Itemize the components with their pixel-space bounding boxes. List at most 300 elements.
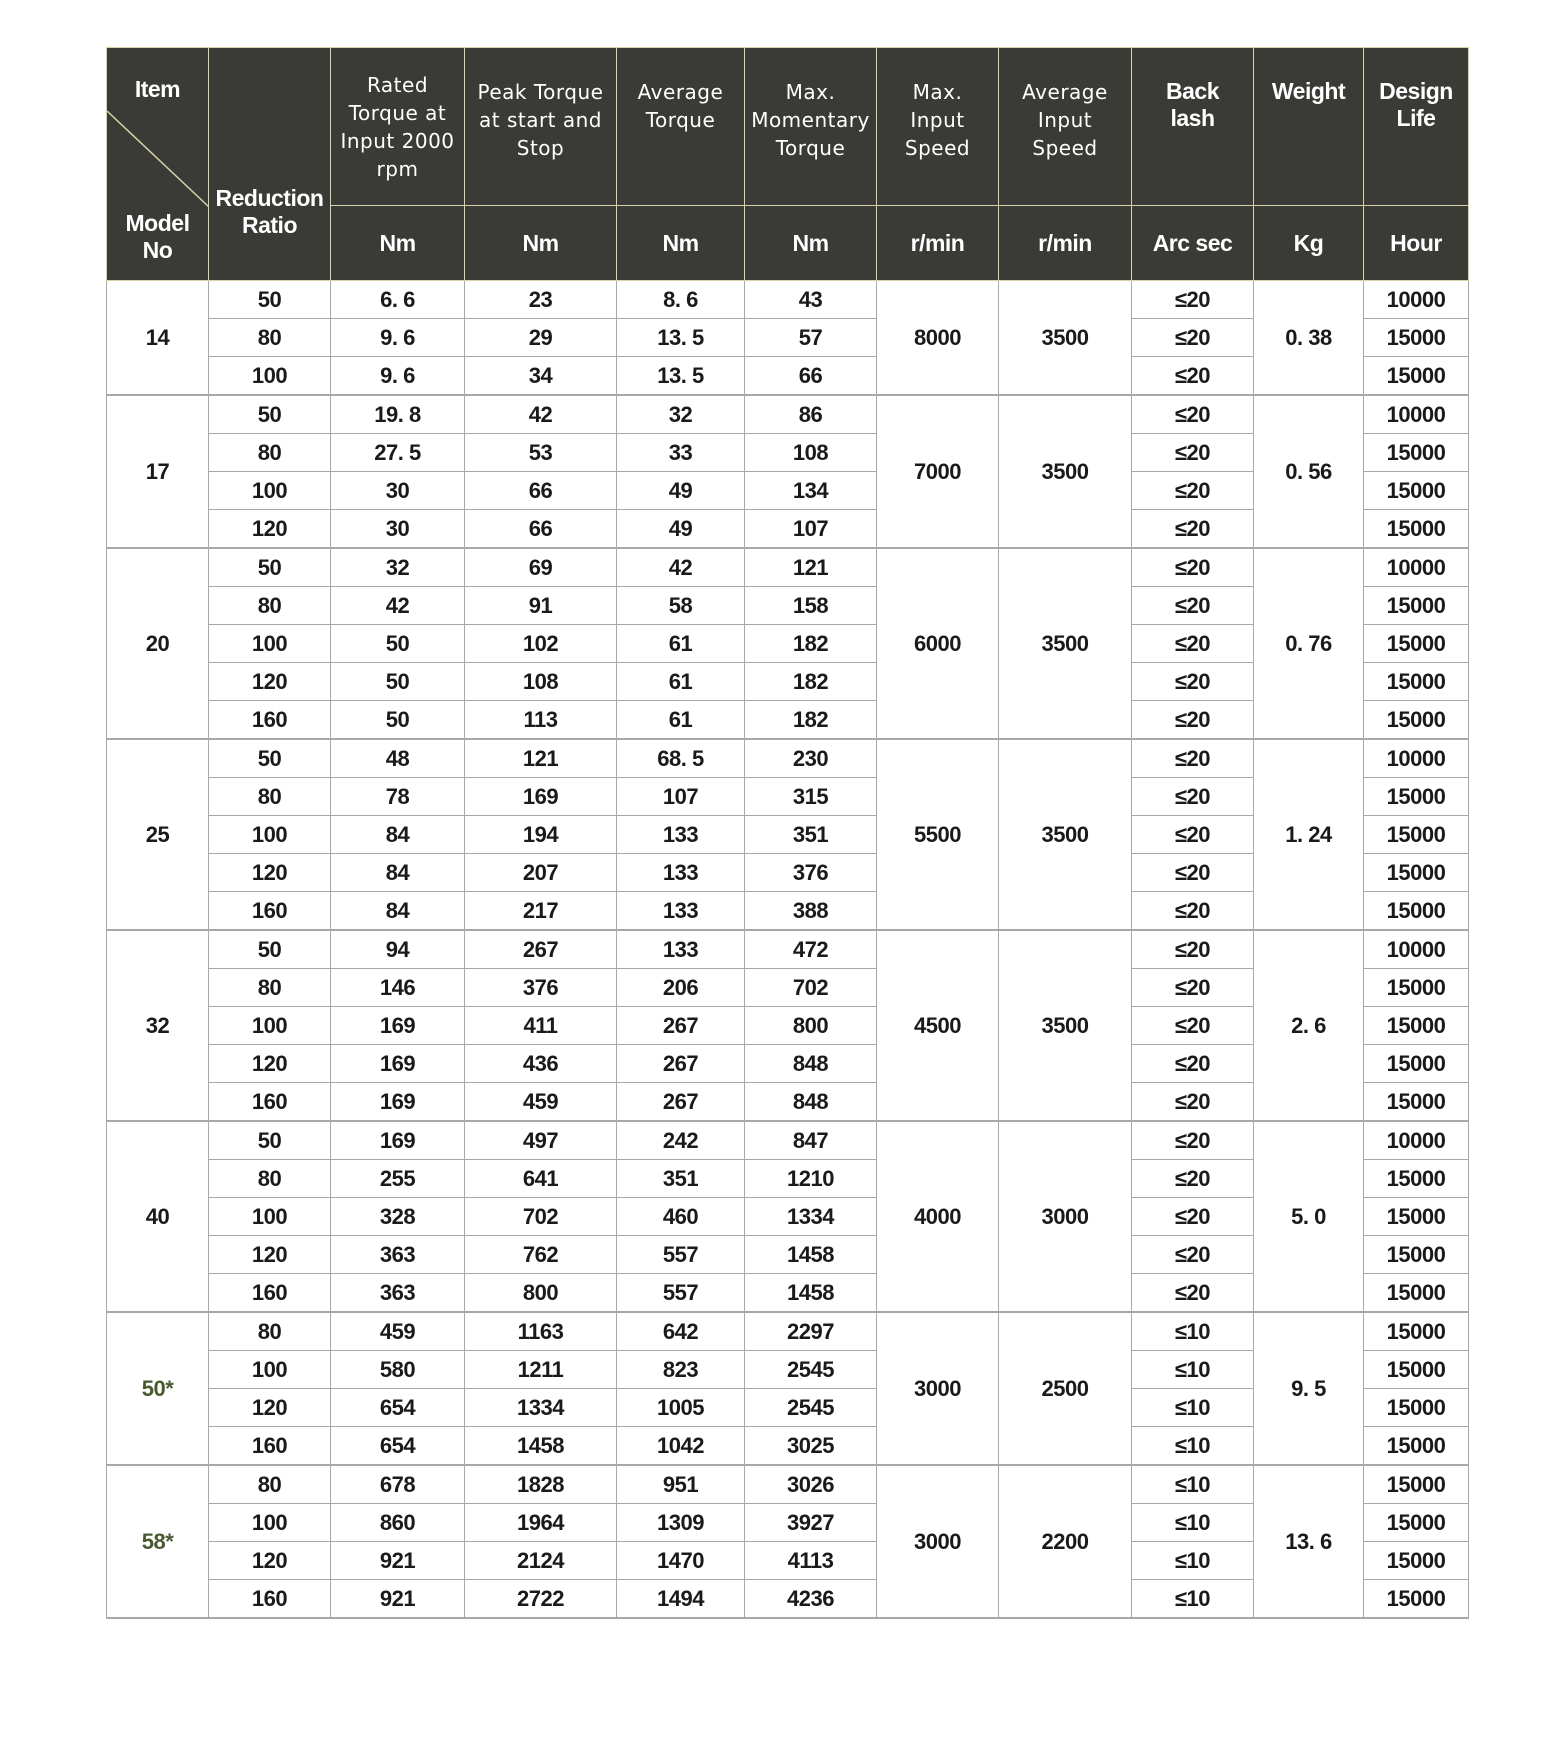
average-torque-cell: 8. 6 xyxy=(617,281,745,319)
max-momentary-torque-cell: 57 xyxy=(745,319,877,357)
rated-torque-cell: 42 xyxy=(331,587,465,625)
max-momentary-torque-cell: 182 xyxy=(745,663,877,701)
rated-torque-cell: 30 xyxy=(331,510,465,549)
design-life-cell: 15000 xyxy=(1364,510,1469,549)
average-torque-cell: 242 xyxy=(617,1121,745,1160)
unit-peak-torque: Nm xyxy=(465,206,617,281)
design-life-cell: 15000 xyxy=(1364,1351,1469,1389)
rated-torque-cell: 654 xyxy=(331,1427,465,1466)
max-input-speed-cell: 7000 xyxy=(877,395,999,548)
table-row xyxy=(107,930,1469,969)
design-life-cell: 15000 xyxy=(1364,969,1469,1007)
backlash-cell: ≤20 xyxy=(1132,1160,1254,1198)
max-momentary-torque-cell: 134 xyxy=(745,472,877,510)
col-header-peak-torque xyxy=(465,48,617,206)
max-momentary-torque-cell: 230 xyxy=(745,739,877,778)
weight-cell: 5. 0 xyxy=(1254,1121,1364,1312)
backlash-cell: ≤20 xyxy=(1132,778,1254,816)
average-torque-cell: 642 xyxy=(617,1312,745,1351)
max-momentary-torque-cell: 1210 xyxy=(745,1160,877,1198)
reduction-ratio-cell: 80 xyxy=(209,969,331,1007)
rated-torque-cell: 363 xyxy=(331,1274,465,1313)
gear-spec-table xyxy=(106,47,1469,1619)
rated-torque-cell: 50 xyxy=(331,625,465,663)
average-torque-cell: 42 xyxy=(617,548,745,587)
peak-torque-cell: 411 xyxy=(465,1007,617,1045)
design-life-cell: 10000 xyxy=(1364,395,1469,434)
rated-torque-cell: 146 xyxy=(331,969,465,1007)
backlash-cell: ≤20 xyxy=(1132,1198,1254,1236)
rated-torque-cell: 169 xyxy=(331,1083,465,1122)
unit-max-input-speed: r/min xyxy=(877,206,999,281)
max-momentary-torque-cell: 2545 xyxy=(745,1351,877,1389)
backlash-cell: ≤20 xyxy=(1132,663,1254,701)
max-input-speed-cell: 3000 xyxy=(877,1465,999,1618)
reduction-ratio-cell: 120 xyxy=(209,510,331,549)
average-torque-cell: 1494 xyxy=(617,1580,745,1619)
unit-rated-torque: Nm xyxy=(331,206,465,281)
reduction-ratio-cell: 120 xyxy=(209,1542,331,1580)
reduction-ratio-cell: 50 xyxy=(209,281,331,319)
max-momentary-torque-cell: 2545 xyxy=(745,1389,877,1427)
average-torque-cell: 68. 5 xyxy=(617,739,745,778)
average-torque-cell: 61 xyxy=(617,701,745,740)
reduction-ratio-cell: 120 xyxy=(209,1236,331,1274)
rated-torque-cell: 459 xyxy=(331,1312,465,1351)
col-title-weight: Weight xyxy=(1271,78,1346,104)
average-torque-cell: 13. 5 xyxy=(617,357,745,396)
design-life-cell: 15000 xyxy=(1364,816,1469,854)
max-momentary-torque-cell: 121 xyxy=(745,548,877,587)
rated-torque-cell: 27. 5 xyxy=(331,434,465,472)
reduction-ratio-cell: 50 xyxy=(209,1121,331,1160)
max-momentary-torque-cell: 702 xyxy=(745,969,877,1007)
col-header-max-momentary-torque xyxy=(745,48,877,206)
peak-torque-cell: 1828 xyxy=(465,1465,617,1504)
design-life-cell: 15000 xyxy=(1364,1198,1469,1236)
reduction-ratio-cell: 80 xyxy=(209,1312,331,1351)
col-title-rated-torque: Rated Torque at Input 2000 rpm xyxy=(340,72,455,181)
reduction-ratio-cell: 100 xyxy=(209,816,331,854)
rated-torque-cell: 678 xyxy=(331,1465,465,1504)
average-input-speed-cell: 3500 xyxy=(999,739,1132,930)
reduction-ratio-cell: 100 xyxy=(209,357,331,396)
peak-torque-cell: 1334 xyxy=(465,1389,617,1427)
weight-cell: 0. 38 xyxy=(1254,281,1364,396)
backlash-cell: ≤20 xyxy=(1132,1007,1254,1045)
backlash-cell: ≤20 xyxy=(1132,1045,1254,1083)
peak-torque-cell: 1211 xyxy=(465,1351,617,1389)
max-momentary-torque-cell: 107 xyxy=(745,510,877,549)
unit-average-torque: Nm xyxy=(617,206,745,281)
design-life-cell: 15000 xyxy=(1364,587,1469,625)
design-life-cell: 15000 xyxy=(1364,319,1469,357)
backlash-cell: ≤20 xyxy=(1132,357,1254,396)
col-header-average-torque xyxy=(617,48,745,206)
col-title-reduction-ratio: Reduction Ratio xyxy=(215,184,324,238)
max-input-speed-cell: 4500 xyxy=(877,930,999,1121)
rated-torque-cell: 30 xyxy=(331,472,465,510)
col-title-max-input-speed: Max. Input Speed xyxy=(904,80,971,160)
table-body xyxy=(107,281,1469,1619)
peak-torque-cell: 1163 xyxy=(465,1312,617,1351)
reduction-ratio-cell: 160 xyxy=(209,701,331,740)
average-torque-cell: 951 xyxy=(617,1465,745,1504)
peak-torque-cell: 102 xyxy=(465,625,617,663)
backlash-cell: ≤20 xyxy=(1132,816,1254,854)
reduction-ratio-cell: 120 xyxy=(209,663,331,701)
reduction-ratio-cell: 100 xyxy=(209,1198,331,1236)
unit-average-input-speed: r/min xyxy=(999,206,1132,281)
design-life-cell: 15000 xyxy=(1364,1542,1469,1580)
max-input-speed-cell: 5500 xyxy=(877,739,999,930)
max-momentary-torque-cell: 376 xyxy=(745,854,877,892)
rated-torque-cell: 48 xyxy=(331,739,465,778)
backlash-cell: ≤10 xyxy=(1132,1580,1254,1619)
design-life-cell: 15000 xyxy=(1364,1312,1469,1351)
reduction-ratio-cell: 80 xyxy=(209,587,331,625)
design-life-cell: 15000 xyxy=(1364,1045,1469,1083)
rated-torque-cell: 169 xyxy=(331,1121,465,1160)
col-title-design-life: Design Life xyxy=(1379,78,1453,131)
table-row xyxy=(107,281,1469,319)
average-input-speed-cell: 3500 xyxy=(999,281,1132,396)
average-torque-cell: 13. 5 xyxy=(617,319,745,357)
rated-torque-cell: 921 xyxy=(331,1542,465,1580)
col-title-peak-torque: Peak Torque at start and Stop xyxy=(477,80,604,160)
average-torque-cell: 206 xyxy=(617,969,745,1007)
reduction-ratio-cell: 80 xyxy=(209,778,331,816)
average-torque-cell: 33 xyxy=(617,434,745,472)
average-torque-cell: 49 xyxy=(617,510,745,549)
unit-design-life: Hour xyxy=(1364,206,1469,281)
reduction-ratio-cell: 160 xyxy=(209,1274,331,1313)
unit-weight: Kg xyxy=(1254,206,1364,281)
peak-torque-cell: 194 xyxy=(465,816,617,854)
rated-torque-cell: 328 xyxy=(331,1198,465,1236)
reduction-ratio-cell: 160 xyxy=(209,892,331,931)
reduction-ratio-cell: 80 xyxy=(209,1160,331,1198)
peak-torque-cell: 207 xyxy=(465,854,617,892)
backlash-cell: ≤10 xyxy=(1132,1504,1254,1542)
average-torque-cell: 32 xyxy=(617,395,745,434)
reduction-ratio-cell: 120 xyxy=(209,1389,331,1427)
average-torque-cell: 49 xyxy=(617,472,745,510)
weight-cell: 9. 5 xyxy=(1254,1312,1364,1465)
rated-torque-cell: 169 xyxy=(331,1045,465,1083)
reduction-ratio-cell: 160 xyxy=(209,1427,331,1466)
peak-torque-cell: 121 xyxy=(465,739,617,778)
max-momentary-torque-cell: 3026 xyxy=(745,1465,877,1504)
peak-torque-cell: 91 xyxy=(465,587,617,625)
rated-torque-cell: 255 xyxy=(331,1160,465,1198)
peak-torque-cell: 53 xyxy=(465,434,617,472)
max-momentary-torque-cell: 158 xyxy=(745,587,877,625)
max-momentary-torque-cell: 182 xyxy=(745,625,877,663)
reduction-ratio-cell: 160 xyxy=(209,1083,331,1122)
weight-cell: 13. 6 xyxy=(1254,1465,1364,1618)
max-momentary-torque-cell: 4113 xyxy=(745,1542,877,1580)
rated-torque-cell: 50 xyxy=(331,701,465,740)
max-momentary-torque-cell: 388 xyxy=(745,892,877,931)
col-header-backlash xyxy=(1132,48,1254,206)
design-life-cell: 15000 xyxy=(1364,892,1469,931)
reduction-ratio-cell: 100 xyxy=(209,625,331,663)
model-number-cell: 17 xyxy=(107,395,209,548)
max-momentary-torque-cell: 847 xyxy=(745,1121,877,1160)
backlash-cell: ≤20 xyxy=(1132,969,1254,1007)
design-life-cell: 10000 xyxy=(1364,739,1469,778)
average-input-speed-cell: 3500 xyxy=(999,395,1132,548)
design-life-cell: 15000 xyxy=(1364,1083,1469,1122)
peak-torque-cell: 34 xyxy=(465,357,617,396)
average-torque-cell: 1470 xyxy=(617,1542,745,1580)
design-life-cell: 10000 xyxy=(1364,548,1469,587)
peak-torque-cell: 169 xyxy=(465,778,617,816)
backlash-cell: ≤20 xyxy=(1132,1236,1254,1274)
model-no-label: Model No xyxy=(125,210,190,263)
peak-torque-cell: 66 xyxy=(465,472,617,510)
peak-torque-cell: 66 xyxy=(465,510,617,549)
average-torque-cell: 460 xyxy=(617,1198,745,1236)
backlash-cell: ≤20 xyxy=(1132,319,1254,357)
table-row xyxy=(107,1121,1469,1160)
peak-torque-cell: 762 xyxy=(465,1236,617,1274)
average-torque-cell: 267 xyxy=(617,1007,745,1045)
col-header-weight xyxy=(1254,48,1364,206)
item-model-corner-cell xyxy=(107,48,209,281)
model-number-cell: 50* xyxy=(107,1312,209,1465)
peak-torque-cell: 42 xyxy=(465,395,617,434)
design-life-cell: 10000 xyxy=(1364,1121,1469,1160)
max-momentary-torque-cell: 3927 xyxy=(745,1504,877,1542)
peak-torque-cell: 497 xyxy=(465,1121,617,1160)
average-torque-cell: 1042 xyxy=(617,1427,745,1466)
backlash-cell: ≤10 xyxy=(1132,1427,1254,1466)
average-torque-cell: 267 xyxy=(617,1083,745,1122)
rated-torque-cell: 50 xyxy=(331,663,465,701)
weight-cell: 1. 24 xyxy=(1254,739,1364,930)
backlash-cell: ≤20 xyxy=(1132,892,1254,931)
peak-torque-cell: 1964 xyxy=(465,1504,617,1542)
max-momentary-torque-cell: 800 xyxy=(745,1007,877,1045)
rated-torque-cell: 580 xyxy=(331,1351,465,1389)
average-torque-cell: 58 xyxy=(617,587,745,625)
unit-backlash: Arc sec xyxy=(1132,206,1254,281)
rated-torque-cell: 860 xyxy=(331,1504,465,1542)
average-torque-cell: 557 xyxy=(617,1274,745,1313)
average-torque-cell: 133 xyxy=(617,930,745,969)
col-header-max-input-speed xyxy=(877,48,999,206)
peak-torque-cell: 29 xyxy=(465,319,617,357)
max-momentary-torque-cell: 472 xyxy=(745,930,877,969)
weight-cell: 0. 76 xyxy=(1254,548,1364,739)
table-row xyxy=(107,739,1469,778)
backlash-cell: ≤20 xyxy=(1132,434,1254,472)
average-torque-cell: 61 xyxy=(617,625,745,663)
rated-torque-cell: 9. 6 xyxy=(331,357,465,396)
average-torque-cell: 133 xyxy=(617,816,745,854)
max-momentary-torque-cell: 351 xyxy=(745,816,877,854)
reduction-ratio-cell: 160 xyxy=(209,1580,331,1619)
rated-torque-cell: 6. 6 xyxy=(331,281,465,319)
table-header xyxy=(107,48,1469,281)
rated-torque-cell: 32 xyxy=(331,548,465,587)
design-life-cell: 15000 xyxy=(1364,1274,1469,1313)
backlash-cell: ≤20 xyxy=(1132,625,1254,663)
average-input-speed-cell: 3500 xyxy=(999,930,1132,1121)
design-life-cell: 15000 xyxy=(1364,357,1469,396)
reduction-ratio-cell: 100 xyxy=(209,1504,331,1542)
peak-torque-cell: 459 xyxy=(465,1083,617,1122)
item-label: Item xyxy=(134,76,181,102)
reduction-ratio-cell: 80 xyxy=(209,434,331,472)
rated-torque-cell: 84 xyxy=(331,892,465,931)
backlash-cell: ≤10 xyxy=(1132,1389,1254,1427)
weight-cell: 0. 56 xyxy=(1254,395,1364,548)
backlash-cell: ≤20 xyxy=(1132,854,1254,892)
design-life-cell: 15000 xyxy=(1364,1504,1469,1542)
peak-torque-cell: 641 xyxy=(465,1160,617,1198)
max-input-speed-cell: 6000 xyxy=(877,548,999,739)
design-life-cell: 15000 xyxy=(1364,434,1469,472)
rated-torque-cell: 94 xyxy=(331,930,465,969)
backlash-cell: ≤20 xyxy=(1132,587,1254,625)
table-row xyxy=(107,548,1469,587)
average-torque-cell: 1005 xyxy=(617,1389,745,1427)
reduction-ratio-cell: 100 xyxy=(209,472,331,510)
max-momentary-torque-cell: 848 xyxy=(745,1083,877,1122)
backlash-cell: ≤10 xyxy=(1132,1542,1254,1580)
design-life-cell: 15000 xyxy=(1364,701,1469,740)
backlash-cell: ≤10 xyxy=(1132,1351,1254,1389)
design-life-cell: 15000 xyxy=(1364,1427,1469,1466)
backlash-cell: ≤20 xyxy=(1132,281,1254,319)
design-life-cell: 15000 xyxy=(1364,1465,1469,1504)
average-torque-cell: 823 xyxy=(617,1351,745,1389)
backlash-cell: ≤20 xyxy=(1132,472,1254,510)
backlash-cell: ≤20 xyxy=(1132,1274,1254,1313)
reduction-ratio-cell: 50 xyxy=(209,548,331,587)
average-input-speed-cell: 3000 xyxy=(999,1121,1132,1312)
design-life-cell: 15000 xyxy=(1364,1160,1469,1198)
average-input-speed-cell: 3500 xyxy=(999,548,1132,739)
reduction-ratio-cell: 120 xyxy=(209,854,331,892)
rated-torque-cell: 169 xyxy=(331,1007,465,1045)
reduction-ratio-cell: 120 xyxy=(209,1045,331,1083)
peak-torque-cell: 800 xyxy=(465,1274,617,1313)
average-torque-cell: 1309 xyxy=(617,1504,745,1542)
peak-torque-cell: 436 xyxy=(465,1045,617,1083)
rated-torque-cell: 84 xyxy=(331,854,465,892)
max-input-speed-cell: 4000 xyxy=(877,1121,999,1312)
average-input-speed-cell: 2500 xyxy=(999,1312,1132,1465)
model-number-cell: 58* xyxy=(107,1465,209,1618)
max-input-speed-cell: 3000 xyxy=(877,1312,999,1465)
rated-torque-cell: 654 xyxy=(331,1389,465,1427)
reduction-ratio-cell: 80 xyxy=(209,1465,331,1504)
reduction-ratio-cell: 50 xyxy=(209,739,331,778)
table-row xyxy=(107,1312,1469,1351)
max-momentary-torque-cell: 1458 xyxy=(745,1274,877,1313)
max-momentary-torque-cell: 848 xyxy=(745,1045,877,1083)
peak-torque-cell: 267 xyxy=(465,930,617,969)
model-number-cell: 32 xyxy=(107,930,209,1121)
design-life-cell: 15000 xyxy=(1364,1236,1469,1274)
max-momentary-torque-cell: 2297 xyxy=(745,1312,877,1351)
average-torque-cell: 267 xyxy=(617,1045,745,1083)
max-momentary-torque-cell: 86 xyxy=(745,395,877,434)
peak-torque-cell: 23 xyxy=(465,281,617,319)
peak-torque-cell: 2124 xyxy=(465,1542,617,1580)
backlash-cell: ≤20 xyxy=(1132,739,1254,778)
col-title-average-torque: Average Torque xyxy=(637,80,724,132)
model-number-cell: 25 xyxy=(107,739,209,930)
design-life-cell: 15000 xyxy=(1364,1580,1469,1619)
backlash-cell: ≤20 xyxy=(1132,1083,1254,1122)
col-header-rated-torque xyxy=(331,48,465,206)
reduction-ratio-cell: 100 xyxy=(209,1007,331,1045)
peak-torque-cell: 108 xyxy=(465,663,617,701)
unit-max-momentary-torque: Nm xyxy=(745,206,877,281)
model-number-cell: 20 xyxy=(107,548,209,739)
col-title-average-input-speed: Average Input Speed xyxy=(1022,80,1108,160)
table-row xyxy=(107,395,1469,434)
average-input-speed-cell: 2200 xyxy=(999,1465,1132,1618)
max-momentary-torque-cell: 1334 xyxy=(745,1198,877,1236)
rated-torque-cell: 921 xyxy=(331,1580,465,1619)
max-momentary-torque-cell: 108 xyxy=(745,434,877,472)
backlash-cell: ≤20 xyxy=(1132,701,1254,740)
rated-torque-cell: 9. 6 xyxy=(331,319,465,357)
peak-torque-cell: 69 xyxy=(465,548,617,587)
average-torque-cell: 107 xyxy=(617,778,745,816)
max-momentary-torque-cell: 315 xyxy=(745,778,877,816)
design-life-cell: 15000 xyxy=(1364,1007,1469,1045)
peak-torque-cell: 113 xyxy=(465,701,617,740)
reduction-ratio-cell: 50 xyxy=(209,930,331,969)
max-momentary-torque-cell: 1458 xyxy=(745,1236,877,1274)
max-momentary-torque-cell: 4236 xyxy=(745,1580,877,1619)
backlash-cell: ≤10 xyxy=(1132,1465,1254,1504)
peak-torque-cell: 702 xyxy=(465,1198,617,1236)
col-header-reduction-ratio xyxy=(209,48,331,281)
backlash-cell: ≤20 xyxy=(1132,1121,1254,1160)
backlash-cell: ≤20 xyxy=(1132,930,1254,969)
design-life-cell: 10000 xyxy=(1364,930,1469,969)
reduction-ratio-cell: 50 xyxy=(209,395,331,434)
design-life-cell: 15000 xyxy=(1364,472,1469,510)
backlash-cell: ≤20 xyxy=(1132,548,1254,587)
col-header-design-life xyxy=(1364,48,1469,206)
col-title-max-momentary-torque: Max. Momentary Torque xyxy=(751,80,870,160)
design-life-cell: 15000 xyxy=(1364,854,1469,892)
average-torque-cell: 133 xyxy=(617,854,745,892)
design-life-cell: 15000 xyxy=(1364,778,1469,816)
model-number-cell: 40 xyxy=(107,1121,209,1312)
average-torque-cell: 557 xyxy=(617,1236,745,1274)
design-life-cell: 15000 xyxy=(1364,1389,1469,1427)
peak-torque-cell: 217 xyxy=(465,892,617,931)
col-title-backlash: Back lash xyxy=(1166,78,1219,131)
design-life-cell: 15000 xyxy=(1364,625,1469,663)
peak-torque-cell: 376 xyxy=(465,969,617,1007)
average-torque-cell: 351 xyxy=(617,1160,745,1198)
table-row xyxy=(107,1465,1469,1504)
reduction-ratio-cell: 100 xyxy=(209,1351,331,1389)
weight-cell: 2. 6 xyxy=(1254,930,1364,1121)
peak-torque-cell: 1458 xyxy=(465,1427,617,1466)
